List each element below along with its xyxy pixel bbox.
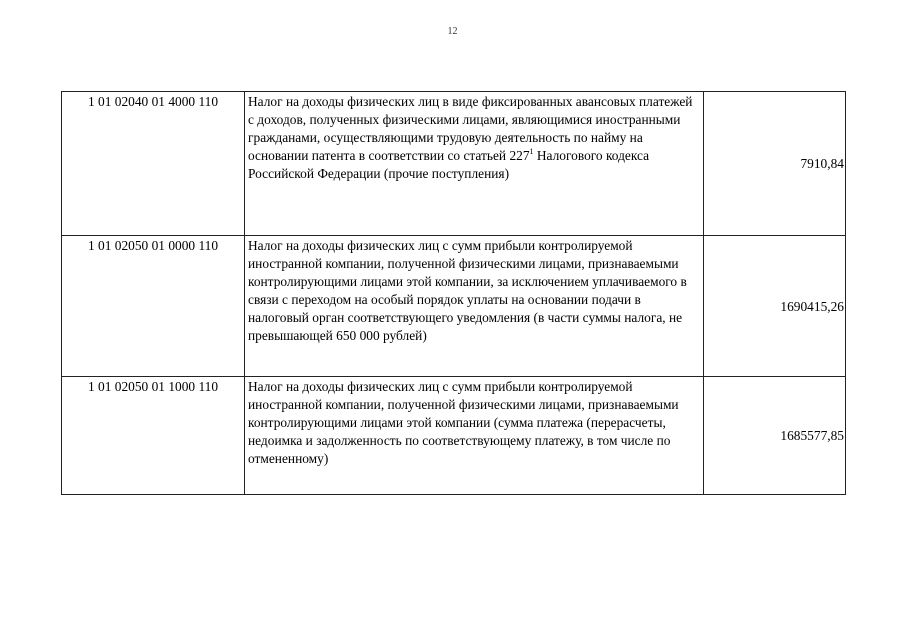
- table-row: [62, 377, 846, 495]
- revenue-amount: 1685577,85: [704, 377, 846, 495]
- revenue-amount: 7910,84: [704, 92, 846, 236]
- revenue-description: Налог на доходы физических лиц с сумм прибыли контролируемой иностранной компании, полученной физическими лицами, признаваемыми контролирующими лицами этой компании, за исключением уплачиваемого в связи с переходом на особый порядок уплаты на основании подачи в налоговый орган соответствующего уведомления (в части суммы налога, не превышающей 650 000 рублей): [245, 236, 704, 377]
- article-superscript: 1: [529, 147, 534, 156]
- budget-classification-code: 1 01 02040 01 4000 110: [62, 92, 245, 236]
- budget-classification-code: 1 01 02050 01 0000 110: [62, 236, 245, 377]
- table-row: [62, 236, 846, 377]
- description-text: Налог на доходы физических лиц в виде фиксированных авансовых платежей с доходов, полученных физическими лицами, являющимися иностранными гражданами, осуществляющими трудовую деятельность по найму на основании патента в соответствии со статьей 227: [248, 94, 693, 163]
- revenue-description: [245, 92, 704, 236]
- description-text-continued: Налогового кодекса Российской Федерации (прочие поступления): [248, 148, 650, 181]
- page-number: 12: [447, 26, 458, 37]
- revenue-amount: 1690415,26: [704, 236, 846, 377]
- table-row: [62, 92, 846, 236]
- budget-classification-code: 1 01 02050 01 1000 110: [62, 377, 245, 495]
- revenue-description: Налог на доходы физических лиц с сумм прибыли контролируемой иностранной компании, полученной физическими лицами, признаваемыми контролирующими лицами этой компании (сумма платежа (перерасчеты, недоимка и задолженность по соответствующему платежу, в том числе по отмененному): [245, 377, 704, 495]
- budget-revenue-table: [61, 91, 846, 495]
